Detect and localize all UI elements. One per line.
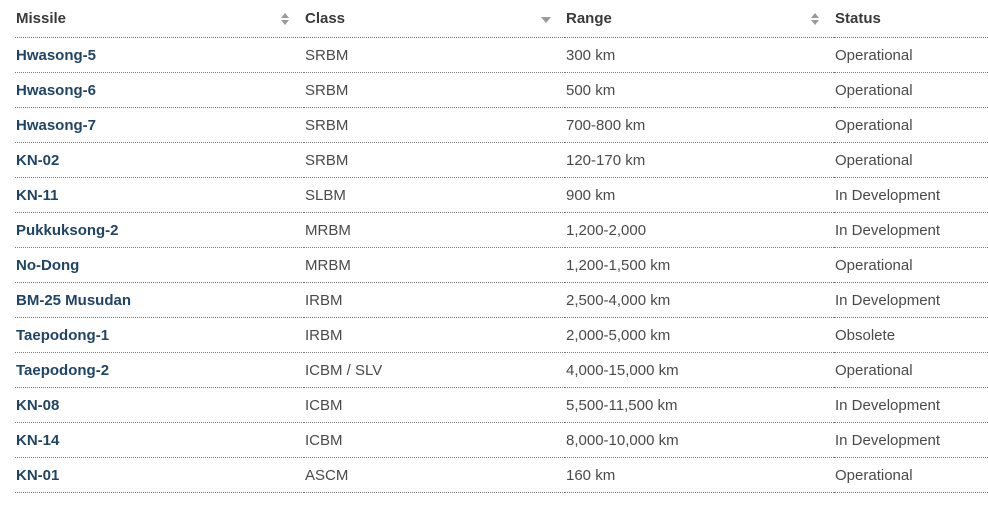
missile-class: MRBM [304,213,565,248]
missile-name-link[interactable]: No-Dong [15,248,304,283]
table-row [15,143,988,178]
missile-name-link[interactable]: KN-11 [15,178,304,213]
missile-class: IRBM [304,283,565,318]
missile-range: 2,000-5,000 km [565,318,834,353]
missile-range: 1,200-2,000 [565,213,834,248]
table-row [15,353,988,388]
missile-name-link[interactable]: Hwasong-5 [15,38,304,73]
missile-range: 300 km [565,38,834,73]
table-row [15,318,988,353]
missile-class: SLBM [304,178,565,213]
missile-range: 160 km [565,458,834,493]
missile-name-link[interactable]: KN-02 [15,143,304,178]
missile-status: Obsolete [834,318,988,353]
table-row [15,38,988,73]
missile-name-link[interactable]: BM-25 Musudan [15,283,304,318]
missile-range: 1,200-1,500 km [565,248,834,283]
missile-status: Operational [834,143,988,178]
missile-range: 5,500-11,500 km [565,388,834,423]
missile-status: Operational [834,458,988,493]
missile-name-link[interactable]: KN-14 [15,423,304,458]
column-header-missile[interactable] [15,0,304,38]
missile-status: Operational [834,353,988,388]
table-header-row [15,0,988,38]
missile-status: In Development [834,388,988,423]
missile-name-link[interactable]: Taepodong-1 [15,318,304,353]
missile-table [15,0,988,493]
missile-range: 900 km [565,178,834,213]
missile-range: 120-170 km [565,143,834,178]
missile-class: IRBM [304,318,565,353]
table-row [15,248,988,283]
missile-class: ICBM / SLV [304,353,565,388]
missile-status: In Development [834,283,988,318]
missile-name-link[interactable]: KN-08 [15,388,304,423]
missile-name-link[interactable]: Hwasong-7 [15,108,304,143]
missile-range: 700-800 km [565,108,834,143]
table-body [15,38,988,493]
missile-status: Operational [834,38,988,73]
missile-range: 4,000-15,000 km [565,353,834,388]
missile-name-link[interactable]: Pukkuksong-2 [15,213,304,248]
missile-range: 2,500-4,000 km [565,283,834,318]
table-row [15,178,988,213]
missile-class: MRBM [304,248,565,283]
column-header-range[interactable] [565,0,834,38]
missile-name-link[interactable]: Taepodong-2 [15,353,304,388]
missile-range: 500 km [565,73,834,108]
column-header-label: Missile [16,10,67,27]
missile-class: ASCM [304,458,565,493]
missile-status: Operational [834,73,988,108]
table-row [15,458,988,493]
table-row [15,73,988,108]
missile-class: ICBM [304,423,565,458]
table-row [15,283,988,318]
missile-name-link[interactable]: KN-01 [15,458,304,493]
table-row [15,423,988,458]
column-header-label: Class [305,10,346,27]
table-row [15,213,988,248]
missile-table-container [15,0,988,493]
missile-name-link[interactable]: Hwasong-6 [15,73,304,108]
missile-range: 8,000-10,000 km [565,423,834,458]
column-header-label: Status [835,10,881,27]
missile-class: SRBM [304,38,565,73]
column-header-class[interactable] [304,0,565,38]
column-header-label: Range [566,10,612,27]
column-header-status[interactable] [834,0,988,38]
table-row [15,388,988,423]
table-row [15,108,988,143]
missile-status: In Development [834,178,988,213]
missile-class: SRBM [304,73,565,108]
sort-both-icon[interactable] [810,13,820,25]
missile-class: SRBM [304,143,565,178]
missile-class: ICBM [304,388,565,423]
missile-status: Operational [834,108,988,143]
missile-class: SRBM [304,108,565,143]
sort-both-icon[interactable] [280,13,290,25]
missile-status: Operational [834,248,988,283]
missile-status: In Development [834,423,988,458]
missile-status: In Development [834,213,988,248]
sort-descending-icon[interactable] [541,13,551,25]
